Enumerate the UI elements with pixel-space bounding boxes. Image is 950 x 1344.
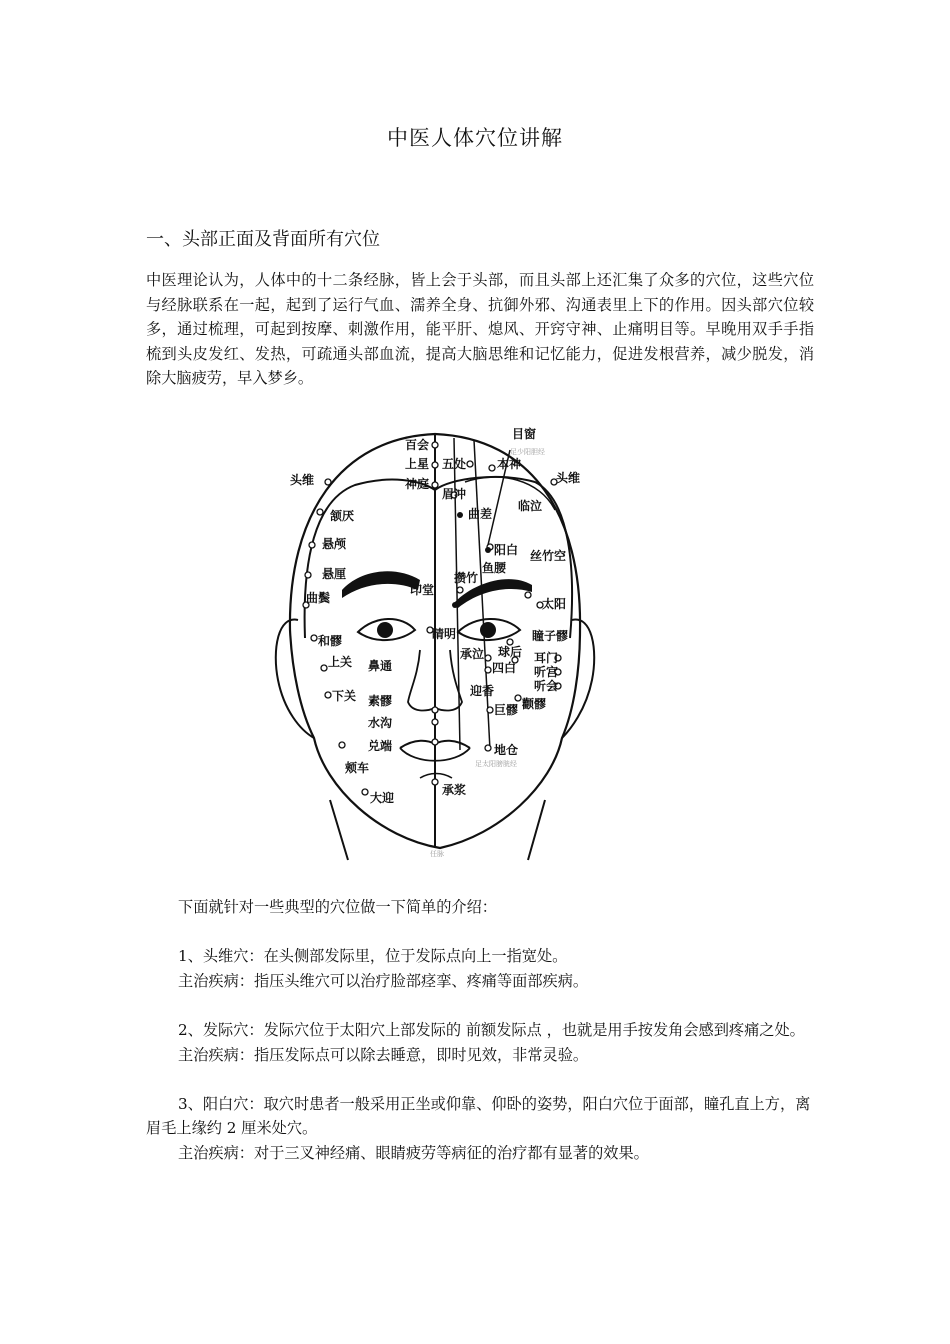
label-yuyao: 鱼腰 — [482, 561, 507, 575]
label-jiache: 颊车 — [345, 761, 370, 775]
label-benshen: 本神 — [497, 457, 522, 471]
label-dicang: 地仓 — [494, 743, 519, 757]
label-qubin: 曲鬓 — [306, 591, 331, 605]
neck-left — [330, 800, 348, 860]
label-duiduan: 兑端 — [368, 739, 393, 753]
label-daying: 大迎 — [370, 791, 395, 805]
section-heading: 一、头部正面及背面所有穴位 — [146, 229, 380, 250]
label-jingming: 睛明 — [432, 627, 457, 641]
label-tinghui: 听会 — [534, 679, 559, 693]
label-yingxiang: 迎香 — [470, 684, 495, 698]
right-pupil — [480, 622, 496, 638]
label-tongziliao: 瞳子髎 — [532, 629, 569, 643]
acupoint-dots — [303, 442, 561, 795]
neck-right — [528, 800, 545, 860]
label-taiyang: 太阳 — [542, 597, 567, 611]
label-xuanlu: 悬颅 — [322, 537, 347, 551]
label-linqi: 临泣 — [518, 499, 543, 513]
label-qiuhou: 球后 — [498, 645, 523, 659]
page-title: 中医人体穴位讲解 — [387, 126, 563, 150]
label-yintang: 印堂 — [410, 583, 435, 597]
label-shuigou: 水沟 — [368, 716, 393, 730]
label-baihui: 百会 — [405, 438, 430, 452]
label-xuanli: 悬厘 — [322, 567, 347, 581]
label-quchai: 曲差 — [468, 507, 493, 521]
note-top: 足少阳胆经 — [510, 448, 545, 456]
left-pupil — [377, 622, 393, 638]
label-wuchu: 五处 — [442, 457, 467, 471]
label-touwei-left: 头维 — [290, 473, 315, 487]
label-cuanzhu: 攒竹 — [454, 571, 479, 585]
point-1-treat: 主治疾病：指压头维穴可以治疗脸部痉挛、疼痛等面部疾病。 — [178, 971, 589, 990]
intro-paragraph: 中医理论认为，人体中的十二条经脉，皆上会于头部，而且头部上还汇集了众多的穴位，这些穴位与经脉联系在一起，起到了运行气血、濡养全身、抗御外邪、沟通表里上下的作用。因头部穴位较多，通过梳理，可起到按摩、刺激作用，能平肝、熄风、开窍守神、止痛明目等。早晚用双手手指梳到头皮发红、发热，可疏通头部血流，提高大脑思维和记忆能力，促进发根营养，减少脱发，消除大脑疲劳，早入梦乡。 — [146, 271, 814, 387]
label-hanyan: 颔厌 — [330, 509, 355, 523]
label-bitong: 鼻通 — [368, 659, 393, 673]
point-3-treat: 主治疾病：对于三叉神经痛、眼睛疲劳等病征的治疗都有显著的效果。 — [178, 1143, 649, 1162]
label-chengjiang: 承浆 — [442, 783, 467, 797]
label-heliao: 和髎 — [318, 634, 343, 648]
note-bottom: 任脉 — [430, 850, 444, 858]
label-juliao: 巨髎 — [494, 703, 519, 717]
label-sibai: 四白 — [492, 661, 517, 675]
meridian-line-1 — [454, 438, 460, 750]
point-2-desc: 2、发际穴：发际穴位于太阳穴上部发际的 前额发际点 ，也就是用手按发角会感到疼痛之处。 — [178, 1020, 805, 1039]
point-3-desc: 3、阳白穴：取穴时患者一般采用正坐或仰靠、仰卧的姿势，阳白穴位于面部，瞳孔直上方，离眉毛上缘约 2 厘米处穴。 — [146, 1094, 811, 1138]
label-meichong: 眉冲 — [442, 487, 467, 501]
label-shenting: 神庭 — [405, 477, 430, 491]
label-touwei-right: 头维 — [556, 471, 581, 485]
head-acupoint-diagram — [270, 420, 600, 865]
label-tinggong: 听宫 — [534, 665, 559, 679]
point-2-treat: 主治疾病：指压发际点可以除去睡意，即时见效，非常灵验。 — [178, 1045, 589, 1064]
label-xiaguan: 下关 — [332, 689, 357, 703]
lead-in: 下面就针对一些典型的穴位做一下简单的介绍： — [178, 898, 497, 916]
points-section — [146, 895, 814, 1166]
label-suliao: 素髎 — [368, 694, 393, 708]
label-shangxing: 上星 — [405, 457, 430, 471]
label-yangbai: 阳白 — [494, 543, 519, 557]
point-1-desc: 1、头维穴：在头侧部发际里，位于发际点向上一指宽处。 — [178, 947, 568, 966]
note-lower: 足太阳膀胱经 — [475, 760, 517, 768]
left-eyebrow — [342, 571, 420, 598]
label-shangguan: 上关 — [328, 655, 353, 669]
label-chengqi: 承泣 — [460, 647, 485, 661]
label-ermen: 耳门 — [534, 651, 559, 665]
label-muchuang: 目窗 — [512, 427, 537, 441]
label-quanliao: 颧髎 — [522, 697, 547, 711]
label-sizhukong: 丝竹空 — [530, 549, 567, 563]
